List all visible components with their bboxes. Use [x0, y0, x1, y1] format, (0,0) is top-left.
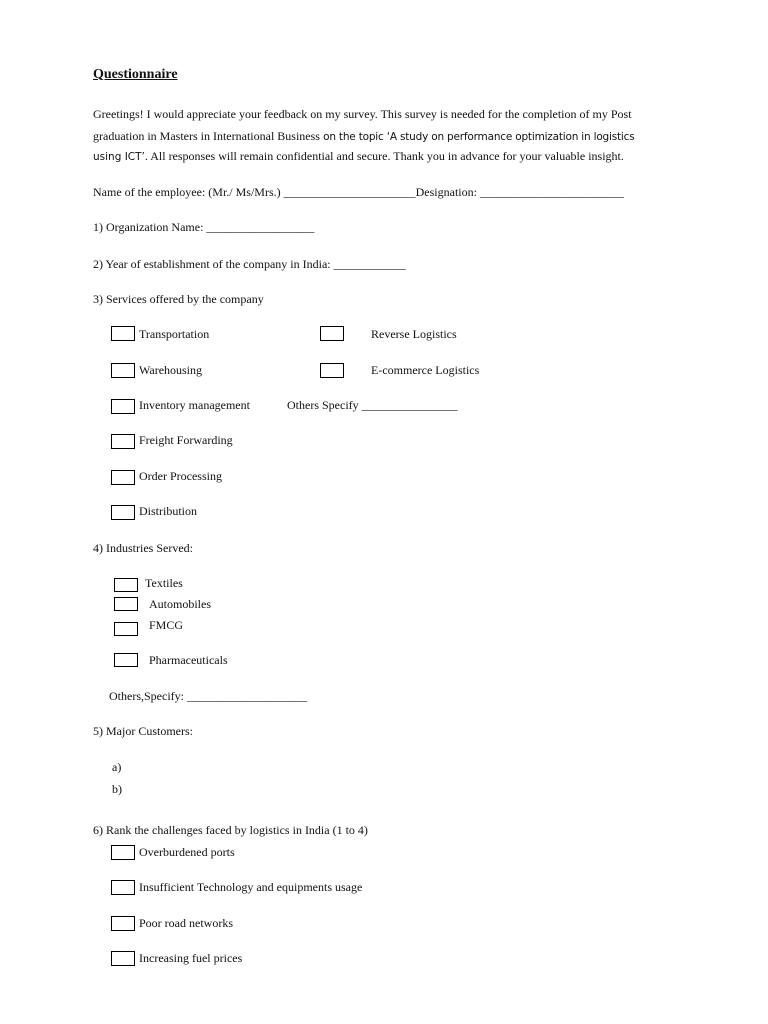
- checkbox-fmcg[interactable]: [114, 622, 138, 636]
- checkbox-distribution[interactable]: [111, 505, 135, 520]
- customer-item-b[interactable]: b): [112, 782, 122, 796]
- label-reverse-logistics: Reverse Logistics: [371, 327, 457, 341]
- intro-line-2b: on the topic ‘A study on performance optimization in logistics: [319, 131, 635, 143]
- page-title: Questionnaire: [93, 67, 178, 82]
- rank-box-overburdened-ports[interactable]: [111, 845, 135, 860]
- label-poor-road-networks: Poor road networks: [139, 916, 233, 930]
- label-distribution: Distribution: [139, 504, 198, 518]
- rank-box-insufficient-technology[interactable]: [111, 880, 135, 895]
- organization-name-field[interactable]: 1) Organization Name: __________________: [93, 220, 315, 234]
- intro-line-1: Greetings! I would appreciate your feedback on my survey. This survey is needed for the completion of my Post: [93, 107, 632, 121]
- label-ecommerce-logistics: E-commerce Logistics: [371, 363, 480, 377]
- label-freight-forwarding: Freight Forwarding: [139, 433, 233, 447]
- rank-box-increasing-fuel-prices[interactable]: [111, 951, 135, 966]
- checkbox-automobiles[interactable]: [114, 597, 138, 611]
- label-inventory-management: Inventory management: [139, 398, 250, 412]
- checkbox-warehousing[interactable]: [111, 363, 135, 378]
- checkbox-inventory-management[interactable]: [111, 399, 135, 414]
- services-others-specify-field[interactable]: Others Specify ________________: [287, 398, 458, 412]
- label-transportation: Transportation: [139, 327, 210, 341]
- checkbox-order-processing[interactable]: [111, 470, 135, 485]
- checkbox-ecommerce-logistics[interactable]: [320, 363, 344, 378]
- label-order-processing: Order Processing: [139, 469, 222, 483]
- industries-question: 4) Industries Served:: [93, 541, 193, 555]
- label-automobiles: Automobiles: [149, 597, 211, 611]
- label-increasing-fuel-prices: Increasing fuel prices: [139, 951, 243, 965]
- checkbox-textiles[interactable]: [114, 578, 138, 592]
- employee-name-designation-field[interactable]: Name of the employee: (Mr./ Ms/Mrs.) ______________________Designation: ________________________: [93, 185, 624, 199]
- checkbox-reverse-logistics[interactable]: [320, 326, 344, 341]
- intro-line-3: [93, 149, 624, 164]
- customer-item-a[interactable]: a): [112, 760, 122, 774]
- intro-line-3a: using ICT’: [93, 151, 145, 163]
- label-insufficient-technology: Insufficient Technology and equipments usage: [139, 880, 363, 894]
- label-textiles: Textiles: [145, 576, 183, 590]
- major-customers-question: 5) Major Customers:: [93, 724, 193, 738]
- establishment-year-field[interactable]: 2) Year of establishment of the company in India: ____________: [93, 257, 406, 271]
- intro-line-3b: . All responses will remain confidential and secure. Thank you in advance for your valuable insight.: [144, 149, 624, 163]
- label-pharmaceuticals: Pharmaceuticals: [149, 653, 228, 667]
- industries-others-specify-field[interactable]: Others,Specify: ____________________: [109, 689, 307, 703]
- intro-line-2a: graduation in Masters in International Business: [93, 129, 320, 143]
- label-overburdened-ports: Overburdened ports: [139, 845, 235, 859]
- rank-box-poor-road-networks[interactable]: [111, 916, 135, 931]
- checkbox-transportation[interactable]: [111, 326, 135, 341]
- challenges-question: 6) Rank the challenges faced by logistics in India (1 to 4): [93, 823, 368, 837]
- checkbox-freight-forwarding[interactable]: [111, 434, 135, 449]
- intro-line-2: [93, 129, 635, 144]
- checkbox-pharmaceuticals[interactable]: [114, 653, 138, 667]
- label-warehousing: Warehousing: [139, 363, 203, 377]
- label-fmcg: FMCG: [149, 618, 184, 632]
- services-question: 3) Services offered by the company: [93, 292, 264, 306]
